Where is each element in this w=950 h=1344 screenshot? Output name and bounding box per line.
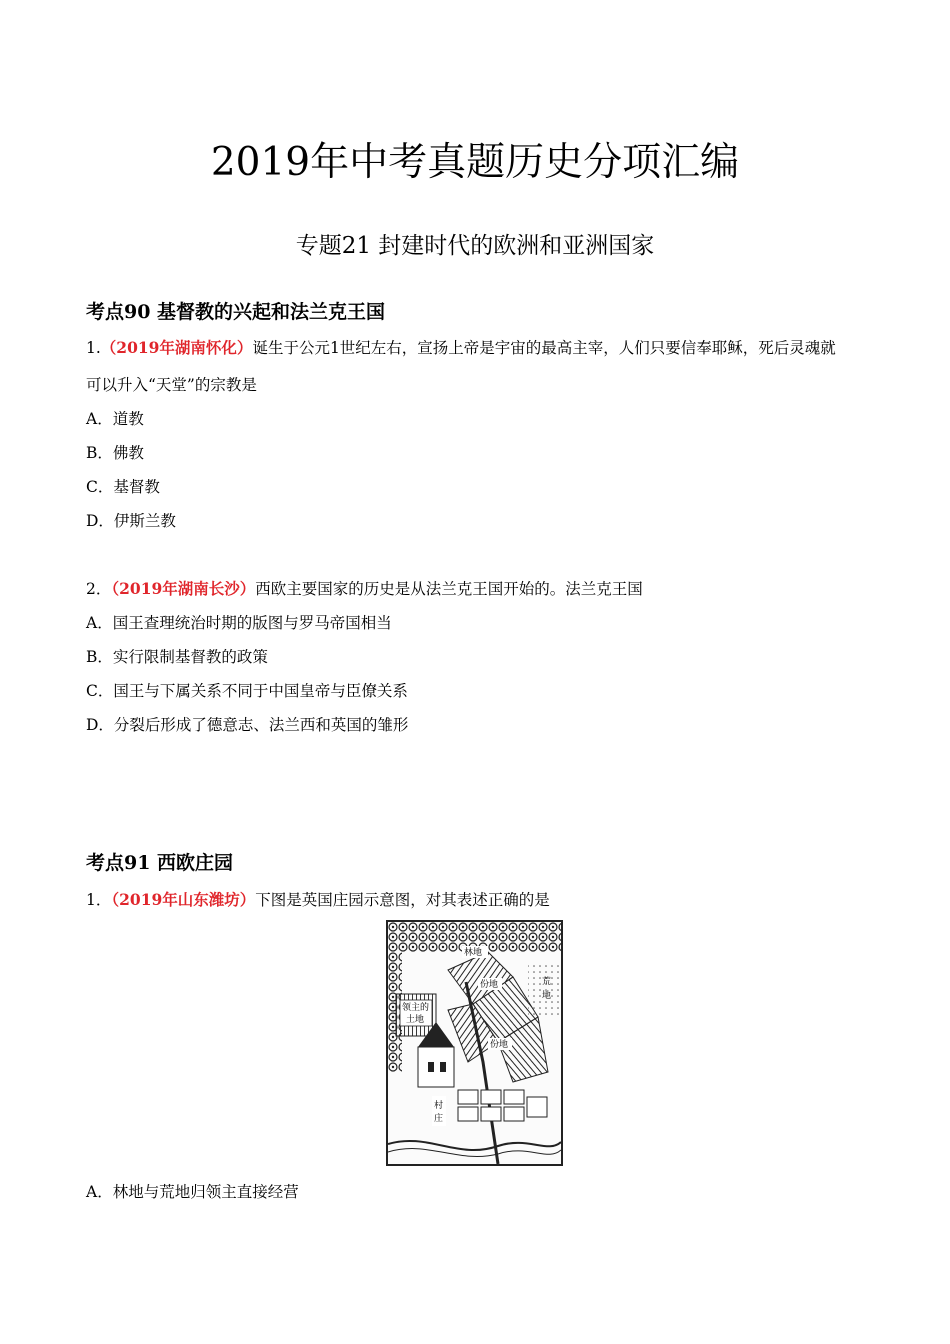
option-a: A．林地与荒地归领主直接经营	[86, 1183, 299, 1201]
question-source: （2019年湖南怀化）	[100, 338, 253, 357]
question-number: 1.	[86, 339, 101, 357]
option-b: B．实行限制基督教的政策	[86, 648, 268, 666]
section-heading-90: 考点90 基督教的兴起和法兰克王国	[86, 301, 386, 323]
manor-map-illustration	[388, 922, 561, 1164]
page-title: 2019年中考真题历史分项汇编	[210, 140, 740, 185]
option-a: A．道教	[86, 410, 144, 428]
question-source: （2019年山东潍坊）	[111, 890, 256, 909]
question-stem: 下图是英国庄园示意图，对其表述正确的是	[255, 891, 550, 909]
map-label-share-land-2: 份地	[490, 1040, 509, 1050]
map-label-village-1: 村	[434, 1101, 444, 1111]
question-number: 1．	[86, 891, 112, 909]
map-label-share-land-1: 份地	[480, 980, 499, 990]
question-2-line-1	[86, 578, 643, 600]
option-b: B．佛教	[86, 444, 144, 462]
question-stem: 诞生于公元1世纪左右，宣扬上帝是宇宙的最高主宰，人们只要信奉耶稣，死后灵魂就	[252, 339, 836, 357]
section-heading-91: 考点91 西欧庄园	[86, 852, 234, 874]
map-label-wasteland-2: 地	[542, 991, 552, 1001]
question-3-line-1	[86, 889, 550, 911]
option-d: D．伊斯兰教	[86, 512, 176, 530]
option-d: D．分裂后形成了德意志、法兰西和英国的雏形	[86, 716, 409, 734]
question-number: 2．	[86, 580, 112, 598]
question-stem: 西欧主要国家的历史是从法兰克王国开始的。法兰克王国	[255, 580, 643, 598]
map-label-village-2: 庄	[434, 1114, 444, 1124]
option-c: C．基督教	[86, 478, 160, 496]
question-source: （2019年湖南长沙）	[111, 579, 256, 598]
map-label-forest: 林地	[464, 948, 483, 958]
option-c: C．国王与下属关系不同于中国皇帝与臣僚关系	[86, 682, 408, 700]
question-1-line-1	[86, 337, 836, 359]
map-label-lord-land-2: 土地	[406, 1015, 425, 1025]
option-a: A．国王查理统治时期的版图与罗马帝国相当	[86, 614, 392, 632]
question-1-line-2: 可以升入“天堂”的宗教是	[86, 376, 257, 394]
map-label-lord-land-1: 领主的	[402, 1003, 430, 1013]
map-label-wasteland-1: 荒	[542, 977, 552, 987]
page-subtitle: 专题21 封建时代的欧洲和亚洲国家	[295, 233, 655, 259]
village-plots	[458, 1090, 547, 1121]
manor-map-figure	[386, 920, 563, 1166]
wasteland-area	[528, 962, 561, 1017]
